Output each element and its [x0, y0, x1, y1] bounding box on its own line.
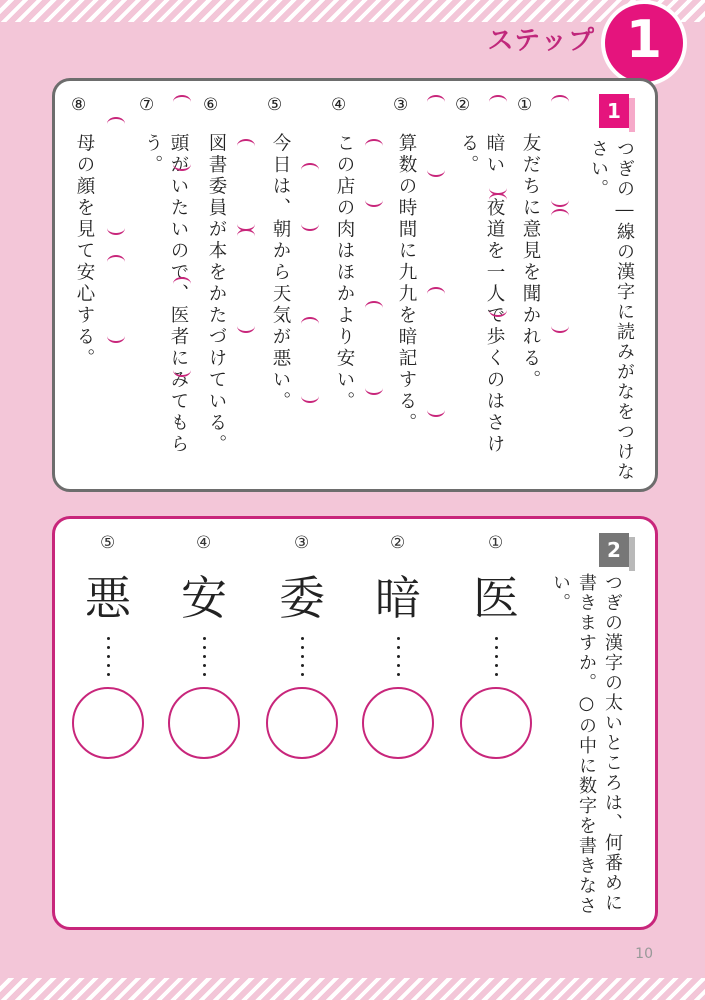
item-number: ⑤: [100, 533, 116, 553]
question-number: ⑤: [267, 95, 283, 115]
answer-bracket[interactable]: [489, 95, 507, 109]
answer-bracket[interactable]: [107, 255, 125, 269]
answer-circle[interactable]: [168, 687, 240, 759]
answer-bracket[interactable]: [489, 193, 507, 207]
step-label: ステップ: [487, 26, 595, 56]
answer-circle[interactable]: [362, 687, 434, 759]
item-number: ①: [488, 533, 504, 553]
answer-circle[interactable]: [266, 687, 338, 759]
item-number: ③: [294, 533, 310, 553]
kanji-character: 悪: [85, 571, 131, 625]
answer-bracket[interactable]: [173, 157, 191, 171]
answer-bracket[interactable]: [237, 229, 255, 243]
leader-dots: [107, 637, 111, 682]
answer-bracket[interactable]: [489, 303, 507, 317]
answer-bracket[interactable]: [427, 287, 445, 301]
answer-bracket[interactable]: [107, 117, 125, 131]
question-number: ③: [393, 95, 409, 115]
question-number: ⑧: [71, 95, 87, 115]
answer-bracket[interactable]: [551, 95, 569, 109]
question-text[interactable]: 友だちに意見を聞かれる。: [520, 133, 541, 391]
question-number: ⑥: [203, 95, 219, 115]
answer-bracket[interactable]: [173, 95, 191, 109]
answer-bracket[interactable]: [301, 317, 319, 331]
leader-dots: [301, 637, 305, 682]
question-number: ④: [331, 95, 347, 115]
question-text[interactable]: この店の肉はほかより安い。: [334, 133, 355, 413]
answer-bracket[interactable]: [551, 319, 569, 333]
question-text[interactable]: 暗い 夜道を一人で歩くのはさける。: [458, 133, 505, 456]
instruction-2: つぎの漢字の太いところは、何番めに書きますか。○の中に数字を書きなさい。: [550, 573, 623, 916]
answer-bracket[interactable]: [237, 139, 255, 153]
question-number: ②: [455, 95, 471, 115]
answer-bracket[interactable]: [427, 403, 445, 417]
question-badge-2: 2: [599, 533, 629, 567]
kanji-character: 安: [181, 571, 227, 625]
leader-dots: [203, 637, 207, 682]
answer-bracket[interactable]: [173, 277, 191, 291]
question-text[interactable]: 図書委員が本をかたづけている。: [206, 133, 227, 456]
answer-bracket[interactable]: [365, 381, 383, 395]
answer-bracket[interactable]: [365, 139, 383, 153]
question-text[interactable]: 算数の時間に九九を暗記する。: [396, 133, 417, 434]
kanji-character: 委: [279, 571, 325, 625]
answer-bracket[interactable]: [237, 319, 255, 333]
question-text[interactable]: 母の顔を見て安心する。: [74, 133, 95, 370]
answer-bracket[interactable]: [107, 221, 125, 235]
answer-bracket[interactable]: [107, 329, 125, 343]
answer-bracket[interactable]: [365, 301, 383, 315]
answer-circle[interactable]: [72, 687, 144, 759]
answer-bracket[interactable]: [301, 163, 319, 177]
instruction-1: つぎの―線の漢字に読みがなをつけなさい。: [588, 139, 635, 482]
step-number-badge: 1: [601, 0, 687, 86]
header: [0, 0, 705, 78]
item-number: ②: [390, 533, 406, 553]
page-number: 10: [635, 946, 653, 962]
answer-bracket[interactable]: [551, 193, 569, 207]
reading-exercise-panel: [52, 78, 658, 492]
stroke-order-panel: [52, 516, 658, 930]
question-text[interactable]: 今日は、朝から天気が悪い。: [270, 133, 291, 413]
answer-circle[interactable]: [460, 687, 532, 759]
answer-bracket[interactable]: [427, 95, 445, 109]
item-number: ④: [196, 533, 212, 553]
answer-bracket[interactable]: [365, 193, 383, 207]
question-number: ①: [517, 95, 533, 115]
kanji-character: 暗: [375, 571, 421, 625]
question-number: ⑦: [139, 95, 155, 115]
answer-bracket[interactable]: [427, 163, 445, 177]
answer-bracket[interactable]: [301, 389, 319, 403]
answer-bracket[interactable]: [173, 363, 191, 377]
answer-bracket[interactable]: [551, 209, 569, 223]
question-text[interactable]: 頭がいたいので、医者にみてもらう。: [142, 133, 189, 456]
question-badge-1: 1: [599, 94, 629, 128]
answer-bracket[interactable]: [301, 217, 319, 231]
leader-dots: [397, 637, 401, 682]
bottom-stripe: [0, 978, 705, 1000]
leader-dots: [495, 637, 499, 682]
kanji-character: 医: [473, 571, 519, 625]
